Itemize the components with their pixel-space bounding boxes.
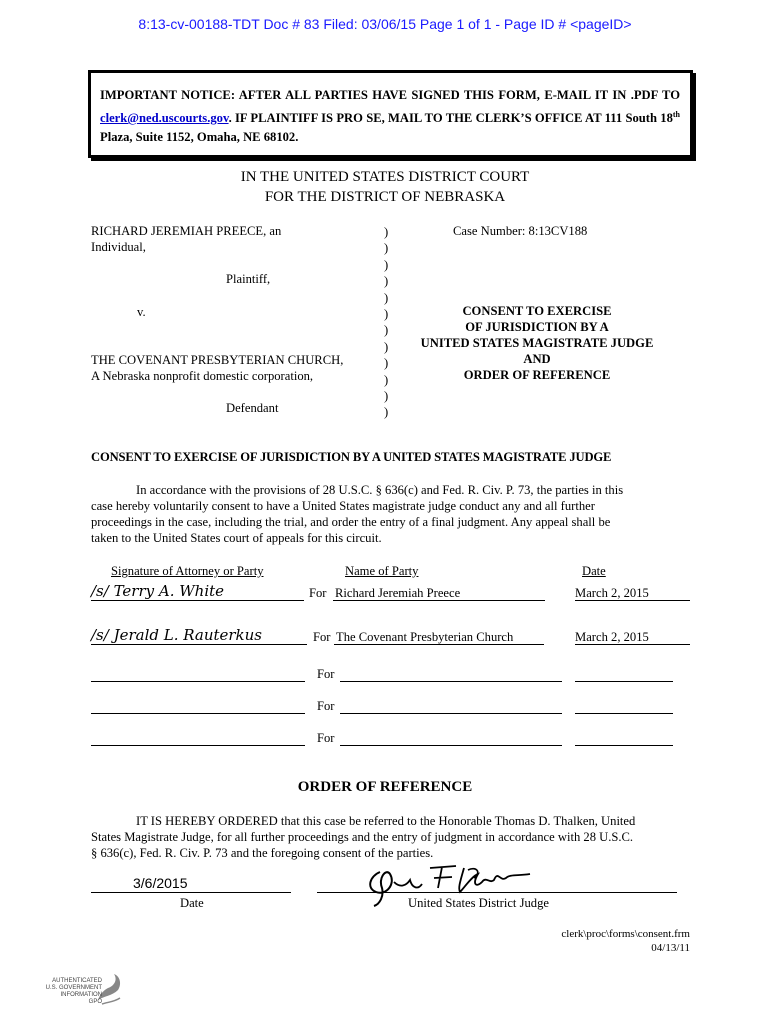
order-para-line2: States Magistrate Judge, for all further proceedings and the entry of judgment in accordance with 28 U.S.C. (91, 830, 634, 844)
order-heading: ORDER OF REFERENCE (297, 779, 473, 795)
for-label: For (317, 667, 335, 681)
plaintiff-desc: Individual, (91, 240, 146, 254)
sign-date: March 2, 2015 (575, 630, 649, 644)
party-name: The Covenant Presbyterian Church (336, 630, 514, 644)
consent-para-line2: case hereby voluntarily consent to have a United States magistrate judge conduct any and all further (91, 499, 595, 513)
doc-title-5: ORDER OF REFERENCE (463, 368, 611, 382)
versus: v. (137, 305, 146, 319)
order-date-label: Date (180, 896, 204, 910)
col-header-date: Date (582, 564, 606, 578)
order-date-line (91, 892, 291, 893)
defendant-name: THE COVENANT PRESBYTERIAN CHURCH, (91, 353, 344, 367)
signature-line (91, 600, 304, 601)
form-path: clerk\proc\forms\consent.frm (561, 928, 690, 940)
blank-signature-line[interactable] (91, 745, 305, 746)
sign-date: March 2, 2015 (575, 586, 649, 600)
doc-title-1: CONSENT TO EXERCISE (462, 304, 612, 318)
blank-signature-line[interactable] (91, 713, 305, 714)
for-label: For (317, 731, 335, 745)
order-date-value: 3/6/2015 (133, 875, 188, 891)
caption-parentheses: ) ) ) ) ) ) ) ) ) ) ) ) (384, 225, 389, 420)
consent-para-line4: taken to the United States court of appeals for this circuit. (91, 531, 382, 545)
defendant-label: Defendant (226, 401, 279, 415)
consent-heading: CONSENT TO EXERCISE OF JURISDICTION BY A UNITED STATES MAGISTRATE JUDGE (91, 450, 612, 464)
plaintiff-name: RICHARD JEREMIAH PREECE, an (91, 224, 282, 238)
date-line (575, 644, 690, 645)
party-line (333, 600, 545, 601)
party-line (334, 644, 544, 645)
blank-date-line[interactable] (575, 681, 673, 682)
signature-jerald-rauterkus: /s/ Jerald L. Rauterkus (91, 626, 263, 644)
signature-terry-white: /s/ Terry A. White (91, 582, 225, 600)
for-label: For (309, 586, 327, 600)
blank-party-line[interactable] (340, 681, 562, 682)
form-date: 04/13/11 (651, 942, 690, 954)
col-header-signature: Signature of Attorney or Party (111, 564, 264, 578)
important-notice-text: IMPORTANT NOTICE: AFTER ALL PARTIES HAVE SIGNED THIS FORM, E-MAIL IT IN .PDF TO clerk@ned.uscourts.gov. IF PLAINTIFF IS PRO SE, MAIL TO THE CLERK’S OFFICE AT 111 South 18th Plaza, Suite 1152, Omaha, NE 68102. (100, 88, 680, 145)
court-title-line2: FOR THE DISTRICT OF NEBRASKA (264, 189, 506, 205)
consent-para-line3: proceedings in the case, including the trial, and order the entry of a final judgment. Any appeal shall be (91, 515, 611, 529)
blank-party-line[interactable] (340, 713, 562, 714)
plaintiff-label: Plaintiff, (226, 272, 271, 286)
clerk-email-link[interactable]: clerk@ned.uscourts.gov (100, 111, 229, 126)
blank-signature-line[interactable] (91, 681, 305, 682)
consent-para-line1: In accordance with the provisions of 28 U.S.C. § 636(c) and Fed. R. Civ. P. 73, the parties in this (136, 483, 624, 497)
blank-date-line[interactable] (575, 745, 673, 746)
col-header-party: Name of Party (345, 564, 419, 578)
date-line (575, 600, 690, 601)
order-para-line3: § 636(c), Fed. R. Civ. P. 73 and the foregoing consent of the parties. (91, 846, 434, 860)
court-title-line1: IN THE UNITED STATES DISTRICT COURT (240, 169, 530, 185)
party-name: Richard Jeremiah Preece (335, 586, 461, 600)
judge-label: United States District Judge (408, 896, 549, 910)
gpo-seal-text: AUTHENTICATED U.S. GOVERNMENT INFORMATION GPO (45, 978, 102, 1005)
signature-line (91, 644, 307, 645)
doc-title-2: OF JURISDICTION BY A (465, 320, 609, 334)
for-label: For (313, 630, 331, 644)
defendant-desc: A Nebraska nonprofit domestic corporation, (91, 369, 314, 383)
blank-party-line[interactable] (340, 745, 562, 746)
blank-date-line[interactable] (575, 713, 673, 714)
docket-header: 8:13-cv-00188-TDT Doc # 83 Filed: 03/06/15 Page 1 of 1 - Page ID # <pageID> (138, 16, 632, 32)
doc-title-3: UNITED STATES MAGISTRATE JUDGE (420, 336, 654, 350)
doc-title-4: AND (523, 352, 551, 366)
for-label: For (317, 699, 335, 713)
case-number: Case Number: 8:13CV188 (453, 224, 588, 238)
order-para-line1: IT IS HEREBY ORDERED that this case be referred to the Honorable Thomas D. Thalken, United (136, 814, 636, 828)
